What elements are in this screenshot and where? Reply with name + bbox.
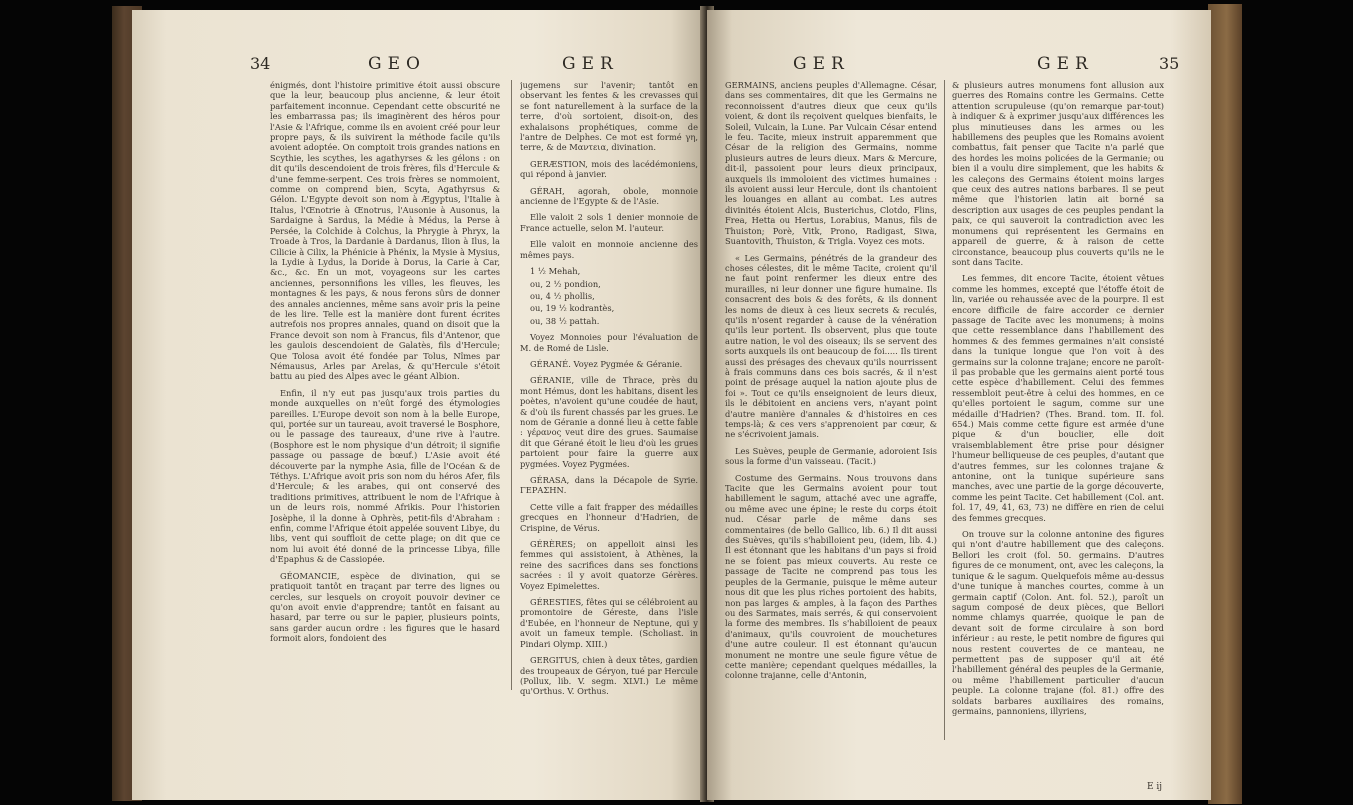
paragraph: Elle valoit en monnoie ancienne des mêmes pays. xyxy=(520,239,698,260)
page-number: 34 xyxy=(250,54,271,73)
column-rule xyxy=(944,80,945,740)
paragraph: Les femmes, dit encore Tacite, étoient vêtues comme les hommes, excepté que l'étoffe étoit de lin, variée ou rehaussée avec de la pourpre. Il est encore difficile de faire accorder ce dernier passage de Tacite avec les monumens; à moins que cette ressemblance dans l'habillement des hommes & des femmes germaines n'ait consisté dans la tunique longue que l'on voit à des germains sur la colonne trajane; encore ne paroît-il pas probable que les germains aient porté tous cette espèce d'habillement. Celui des femmes ressembloit peut-être à celui des hommes, en ce qu'elles portoient le sagum, comme sur une médaille d'Hadrien? (Thes. Brand. tom. II. fol. 654.) Mais comme cette figure est armée d'une pique & d'un bouclier, elle doit vraisemblablement être prise pour désigner l'humeur belliqueuse de ces peuples, d'autant que d'autres femmes, sur les colonnes trajane & antonine, ont la tunique supérieure sans manches, avec une partie de la gorge découverte, comme les peint Tacite. Cet habillement (Col. ant. fol. 17, 49, 41, 63, 73) ne diffère en rien de celui des femmes grecques. xyxy=(952,273,1164,523)
value-line: ou, 19 ½ kodrantès, xyxy=(530,303,615,314)
quotation: « Les Germains, pénétrés de la grandeur des choses célestes, dit le même Tacite, croient qu'il ne faut point renfermer les dieux entre des murailles, ni leur donner une figure humaine. Ils consacrent des bois & des forêts, & ils donnent les noms de dieux à ces lieux secrets & reculés, qu'ils n'osent regarder à cause de la vénération qu'ils leur portent. Ils observent, plus que toute autre nation, le vol des oiseaux; ils se servent des sorts auxquels ils ont beaucoup de foi..... Ils tirent aussi des présages des chevaux qu'ils nourrissent à frais communs dans ces bois sacrés, & il n'est point de présage auquel la nation ajoute plus de foi ». Tout ce qu'ils enseignoient de leurs dieux, ils le débitoient en anciens vers, n'ayant point d'autre manière d'annales & d'histoires en ces temps-là; & ces vers s'apprenoient par cœur, & ne s'écrivoient jamais. xyxy=(725,252,937,440)
value-line: ou, 2 ½ pondion, xyxy=(530,278,601,289)
running-head-right: GER xyxy=(562,54,619,74)
paragraph: On trouve sur la colonne antonine des figures qui n'ont d'autre habillement que des caleçons. Bellori les croit (fol. 50. germains. D'autres figures de ce monument, ont, avec les caleçons, la tunique & le sagum. Quelquefois même au-dessus d'une tunique à manches courtes, comme à un germain captif (Colon. Ant. fol. 52.), paroît un sagum composé de deux pièces, que Bellori nomme chlamys quarrée, quoique le pan de devant soit de forme circulaire à son bord inférieur : au reste, le petit nombre de figures qui nous restent couvertes de ce manteau, ne permettent pas de supposer qu'il ait été l'habillement général des peuples de la Germanie, ou même l'habillement particulier d'aucun peuple. La colonne trajane (fol. 81.) offre des soldats barbares auxiliaires des romains, germains, pannoniens, illyriens, xyxy=(952,529,1164,716)
text-column-1 xyxy=(725,80,937,795)
paragraph: Elle valoit 2 sols 1 denier monnoie de France actuelle, selon M. l'auteur. xyxy=(520,212,698,233)
running-head-left: GEO xyxy=(368,54,426,74)
text-column-2 xyxy=(952,80,1164,780)
paragraph: énigmés, dont l'histoire primitive étoit aussi obscure que la leur, beaucoup plus ancienne, & leur étoit parfaitement inconnue. Cependant cette obscurité ne les embarrassa pas; ils imaginèrent des héros pour l'Asie & l'Afrique, comme ils en avoient créé pour leur propre pays, & ils suivirent la méthode facile qu'ils avoient adoptée. On comptoit trois grandes nations en Scythie, les scythes, les agathyrses & les gélons : on dit qu'ils descendoient de trois frères, fils d'Hercule & d'une femme-serpent. Ces trois frères se nommoient, comme on comprend bien, Scyta, Agathyrsus & Gélon. L'Egypte devoit son nom à Ægyptus, l'Italie à Italus, l'Œnotrie à Œnotrus, l'Ausonie à Ausonus, la Sardaigne à Sardus, la Médie à Médus, la Perse à Persée, la Colchide à Colchus, la Phrygie à Phryx, la Troade à Tros, la Dardanie à Dardanus, Ilion à Ilus, la Cilicie à Cilix, la Phénicie à Phénix, la Mysie à Mysius, la Lydie à Lydus, la Doride à Dorus, la Carie à Car, &c., &c. En un mot, voyageons sur les cartes anciennes, personnifions les villes, les fleuves, les montagnes & les pays, & nous ferons sûrs de donner des annales anciennes, même sans avoir pris la peine de les lire. Telle est la manière dont furent écrites autrefois nos propres annales, quand on disoit que la France devoit son nom à Francus, fils d'Antenor, que les gaulois descendoient de Galatès, fils d'Hercule; Que Tolosa avoit été fondée par Tolus, Nîmes par Némausus, Arles par Arelas, & qu'Hercule s'étoit battu au pied des Alpes avec le géant Albion. xyxy=(270,80,500,382)
paragraph: Enfin, il n'y eut pas jusqu'aux trois parties du monde auxquelles on n'eût forgé des étymologies pareilles. L'Europe devoit son nom à la belle Europe, qui, portée sur un taureau, avoit traversé le Bosphore, ou le passage des taureaux, d'une rive à l'autre. (Bosphore est le nom physique d'un détroit; il signifie passage ou passage de bœuf.) L'Asie avoit été découverte par la nymphe Asia, fille de l'Océan & de Téthys. L'Afrique avoit pris son nom du héros Afer, fils d'Hercule; & les arabes, qui ont conservé des traditions primitives, attribuent le nom de l'Afrique à un de leurs rois, nommé Afrikis. Pour l'historien Josèphe, il la donne à Ophrès, petit-fils d'Abraham : enfin, comme l'Afrique étoit appelée souvent Libye, du libs, vent qui souffloit de cette plage; on dit que ce nom lui avoit été donné de la princesse Libya, fille d'Epaphus & de Cassiopée. xyxy=(270,387,500,565)
text-column-1 xyxy=(270,80,500,785)
catchword: E ij xyxy=(1147,782,1163,792)
paragraph: Voyez Monnoies pour l'évaluation de M. de Romé de Lisle. xyxy=(520,332,698,353)
page-number: 35 xyxy=(1159,54,1180,73)
paragraph: Cette ville a fait frapper des médailles grecques en l'honneur d'Hadrien, de Crispine, de Vérus. xyxy=(520,501,698,533)
left-page xyxy=(132,10,705,800)
running-head-left: GER xyxy=(793,54,850,74)
paragraph-costume: Costume des Germains. Nous trouvons dans Tacite que les Germains avoient pour tout habillement le sagum, attaché avec une agraffe, ou même avec une épine; le reste du corps étoit nud. César parle de même dans ses commentaires (de bello Gallico, lib. 6.) Il dit aussi des Suèves, qu'ils s'habilloient peu, (idem, lib. 4.) Il est étonnant que les habitans d'un pays si froid ne se foient pas mieux couverts. Au reste ce passage de Tacite ne comprend pas tous les peuples de la Germanie, puisque le même auteur nous dit que les plus riches portoient des habits, non pas larges & amples, à la façon des Parthes ou des Sarmates, mais serrés, & qui conservoient la forme des membres. Ils s'habilloient de peaux d'animaux, qu'ils couvroient de mouchetures d'une autre couleur. Il est étonnant qu'aucun monument ne montre une seule figure vêtue de cette manière; cependant quelques médailles, la colonne trajanne, celle d'Antonin, xyxy=(725,472,937,681)
entry-gereres: GÉRÈRES; on appelloit ainsi les femmes qui assistoient, à Athènes, la reine des sacrifices dans ses fonctions sacrées : il y avoit quatorze Gérères. Voyez Epimelettes. xyxy=(520,539,698,591)
value-line: ou, 38 ½ pattah. xyxy=(530,315,600,326)
paragraph: & plusieurs autres monumens font allusion aux guerres des Romains contre les Germains. Cette attention scrupuleuse (qu'on remarque par-tout) à indiquer & à exprimer jusqu'aux différences les plus minutieuses dans les armes ou les habillemens des peuples que les Romains avoient combattus, fait penser que Tacite n'a parlé que des hordes les moins policées de la Germanie; ou bien il a voulu dire simplement, que les habits & les caleçons des Germains étoient moins larges que ceux des autres nations barbares. Il se peut même que l'historien latin ait borné sa description aux usages de ces peuples pendant la paix, ce qui sauveroit la contradiction avec les monumens qui représentent les Germains en appareil de guerre, & à raison de cette circonstance, beaucoup plus couverts qu'ils ne le sont dans Tacite. xyxy=(952,80,1164,267)
column-rule xyxy=(511,80,512,690)
entry-geomancie: GÉOMANCIE, espèce de divination, qui se pratiquoit tantôt en traçant par terre des lignes ou cercles, sur lesquels on croyoit pouvoir deviner ce qu'on avoit envie d'apprendre; tantôt en faisant au hasard, par terre ou sur le papier, plusieurs points, sans garder aucun ordre : les figures que le hasard formoit alors, fondoient des xyxy=(270,570,500,644)
entry-gerasa: GÉRASA, dans la Décapole de Syrie. ΓΕΡΑΣΗΝ. xyxy=(520,475,698,496)
entry-gerah: GÉRAH, agorah, obole, monnoie ancienne de l'Egypte & de l'Asie. xyxy=(520,185,698,207)
entry-geranie: GÉRANIE, ville de Thrace, près du mont Hémus, dont les habitans, disent les poètes, n'avoient qu'une coudée de haut, & d'où ils furent chassés par les grues. Le nom de Géranie a donné lieu à cette fable : γέρανος veut dire des grues. Saumaise dit que Gérané étoit le lieu d'où les grues partoient pour faire la guerre aux pygmées. Voyez Pygmées. xyxy=(520,375,698,469)
paragraph: Les Suèves, peuple de Germanie, adoroient Isis sous la forme d'un vaisseau. (Tacit.) xyxy=(725,445,937,467)
entry-germains: GERMAINS, anciens peuples d'Allemagne. César, dans ses commentaires, dit que les Germains ne reconnoissent d'autres dieux que ceux qu'ils voient, & dont ils reçoivent quelques bienfaits, le Soleil, Vulcain, la Lune. Par Vulcain César entend le feu. Tacite, mieux instruit apparemment que César de la religion des Germains, nomme plusieurs autres de leurs dieux. Mars & Mercure, dit-il, passoient pour leurs dieux principaux, auxquels ils immoloient des victimes humaines : ils avoient aussi leur Hercule, dont ils chantoient les louanges en allant au combat. Les autres divinités étoient Alcis, Busterichus, Clotdo, Flins, Frea, Hetta ou Hertus, Lorabius, Manus, fils de Thuiston; Porè, Vitk, Prono, Radigast, Siwa, Suantovith, Thuiston, & Trigla. Voyez ces mots. xyxy=(725,80,937,247)
entry-gergitus: GERGITUS, chien à deux têtes, gardien des troupeaux de Géryon, tué par Hercule (Pollux, lib. V. segm. XLVI.) Le même qu'Orthus. V. Orthus. xyxy=(520,655,698,697)
value-line: 1 ½ Mehah, xyxy=(530,266,581,277)
value-line: ou, 4 ½ phollis, xyxy=(530,290,595,301)
entry-geraestion: GERÆSTION, mois des lacédémoniens, qui répond à janvier. xyxy=(520,158,698,180)
entry-geresties: GÉRESTIES, fêtes qui se célébroient au promontoire de Géreste, dans l'isle d'Eubée, en l'honneur de Neptune, qui y avoit un fameux temple. (Scholiast. in Pindari Olymp. XIII.) xyxy=(520,597,698,649)
paragraph: jugemens sur l'avenir; tantôt en observant les fentes & les crevasses qui se font naturellement à la surface de la terre, d'où sortoient, disoit-on, des exhalaisons prophétiques, comme de l'antre de Delphes. Ce mot est formé γη, terre, & de Μαντεια, divination. xyxy=(520,80,698,153)
text-column-2 xyxy=(520,80,698,785)
book-cover-right-edge xyxy=(1208,4,1242,804)
entry-gerane: GÉRANÉ. Voyez Pygmée & Géranie. xyxy=(530,358,683,369)
running-head-right: GER xyxy=(1037,54,1094,74)
right-page xyxy=(707,10,1211,800)
